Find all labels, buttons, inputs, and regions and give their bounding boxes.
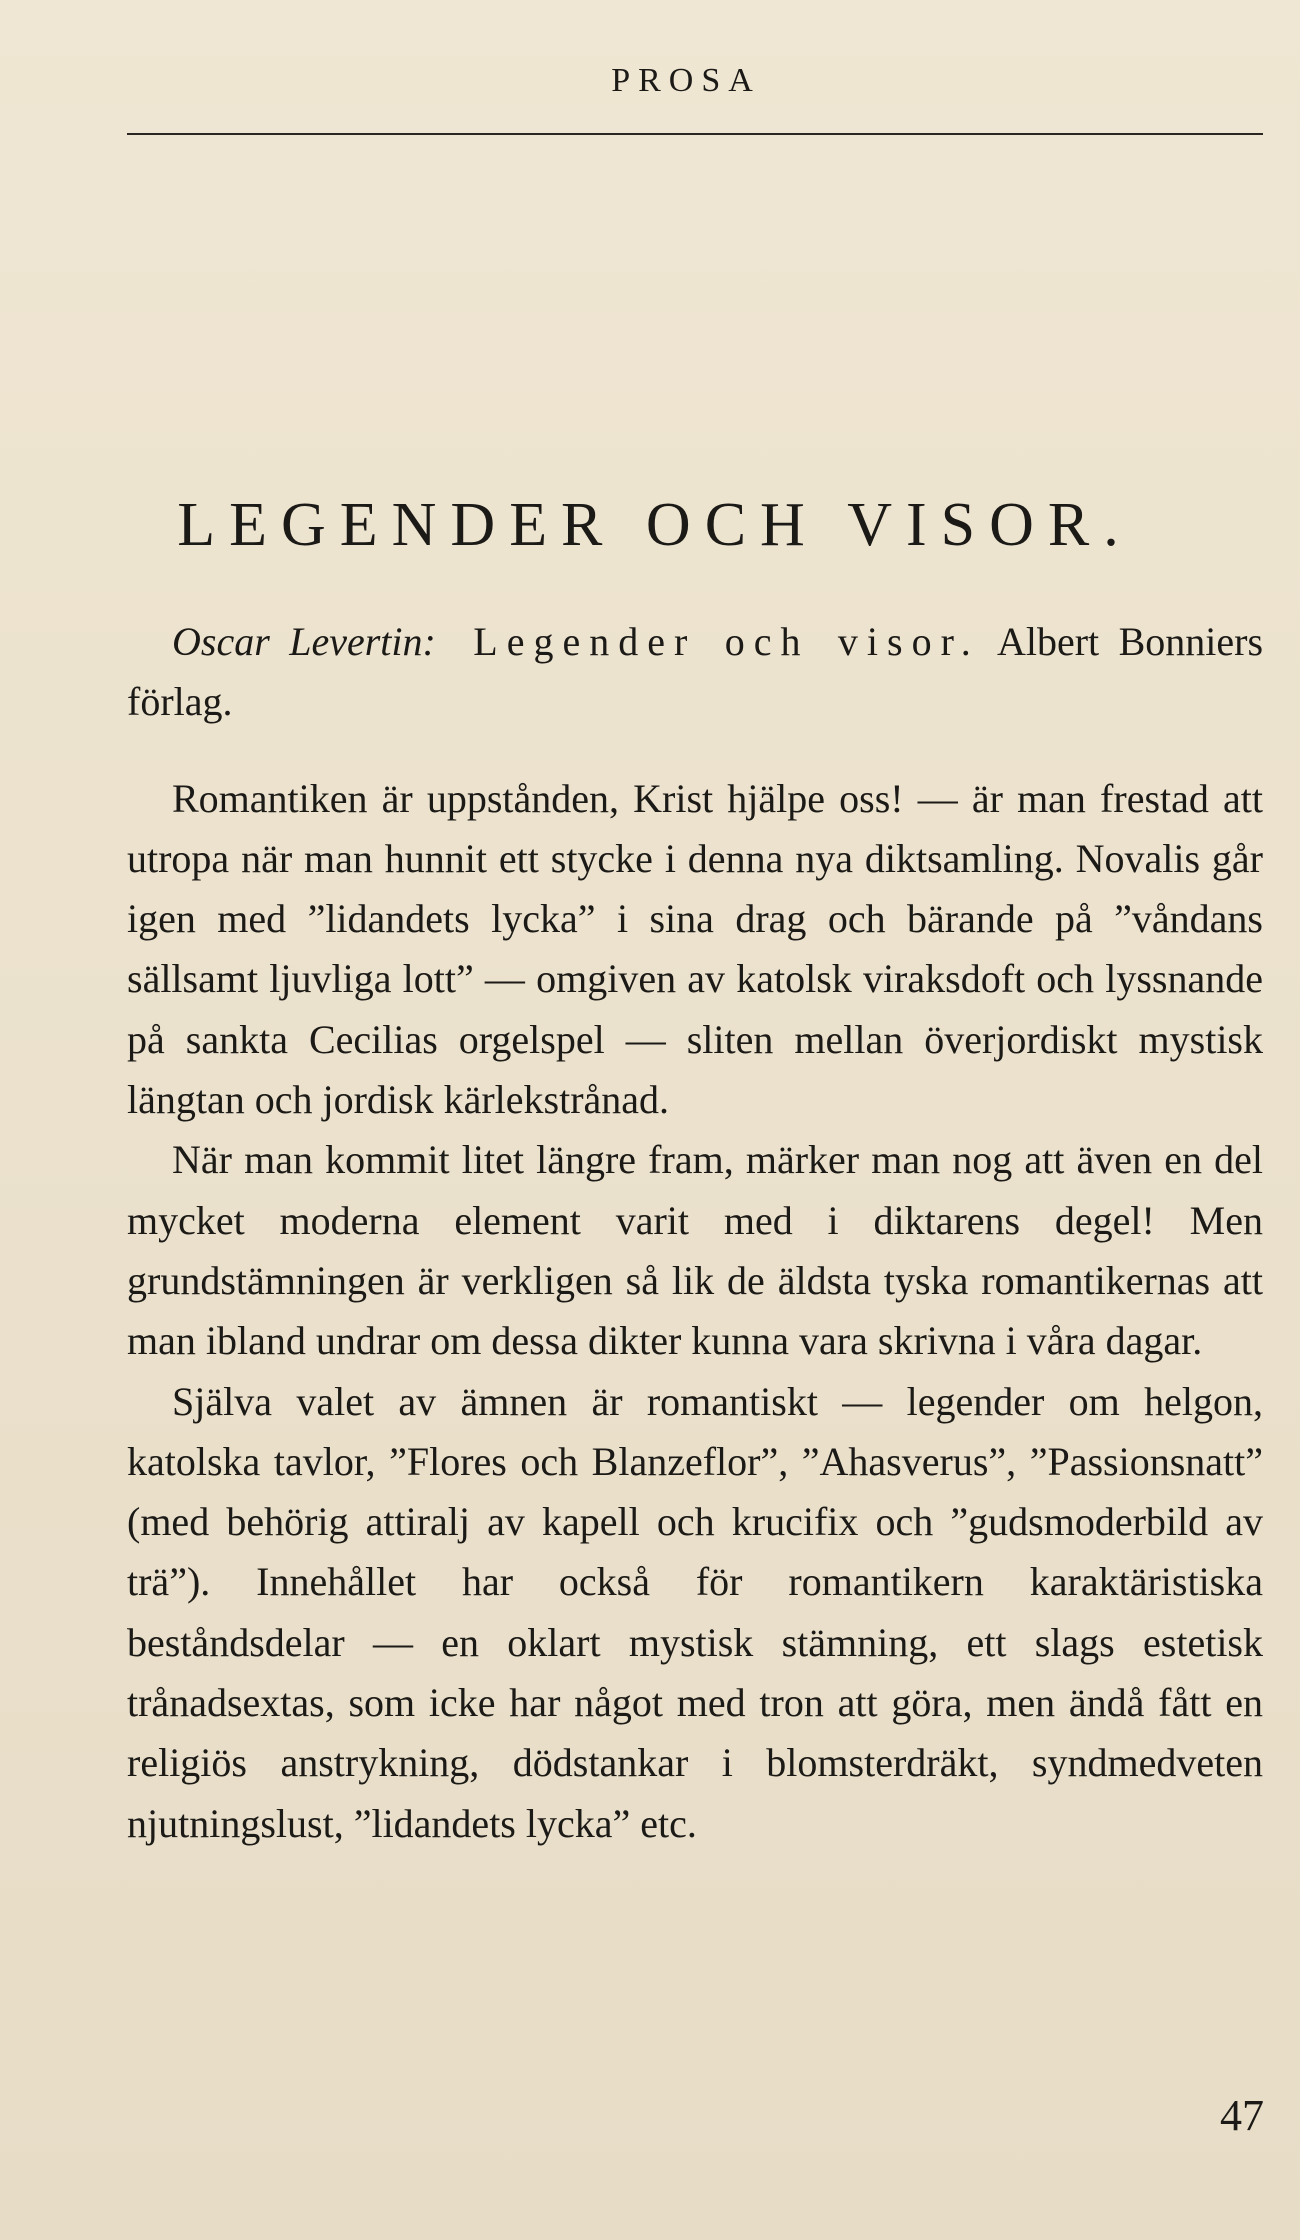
book-title: Legender och visor.: [473, 619, 980, 664]
chapter-title: LEGENDER OCH VISOR.: [177, 491, 1133, 559]
paragraph: Själva valet av ämnen är romantiskt — legender om helgon, katolska tavlor, ”Flores och Blanzeflor”, ”Ahasverus”, ”Passionsnatt” (med behörig attiralj av kapell och krucifix och ”gudsmoderbild av trä”). Innehållet har också för romantikern karaktäristiska beståndsdelar — en oklart mystisk stämning, ett slags estetisk trånadsextas, som icke har något med tron att göra, men ändå fått en religiös anstrykning, dödstankar i blomsterdräkt, syndmedveten njutningslust, ”lidandets lycka” etc.: [127, 1378, 1263, 1846]
paragraph: Romantiken är uppstånden, Krist hjälpe oss! — är man frestad att utropa när man hunnit ett stycke i denna nya diktsamling. Novalis går igen med ”lidandets lycka” i sina drag och bärande på ”våndans sällsamt ljuvliga lott” — omgiven av katolsk viraksdoft och lyssnande på sankta Cecilias orgelspel — sliten mellan överjordiskt mystisk längtan och jordisk kärlekstrånad.: [127, 775, 1263, 1123]
header-rule: [127, 133, 1263, 135]
author-name: Oscar Levertin:: [172, 619, 436, 664]
bibliography-line: [127, 612, 1263, 733]
body-text: [127, 612, 1263, 1854]
paragraph: När man kommit litet längre fram, märker man nog att även en del mycket moderna element varit med i diktarens degel! Men grundstämningen är verkligen så lik de äldsta tyska romantikernas att man ibland undrar om dessa dikter kunna vara skrivna i våra dagar.: [127, 1137, 1263, 1364]
publisher: Albert Bonniers förlag.: [127, 619, 1264, 725]
page-number: 47: [1220, 2091, 1264, 2140]
running-head: PROSA: [611, 62, 761, 99]
